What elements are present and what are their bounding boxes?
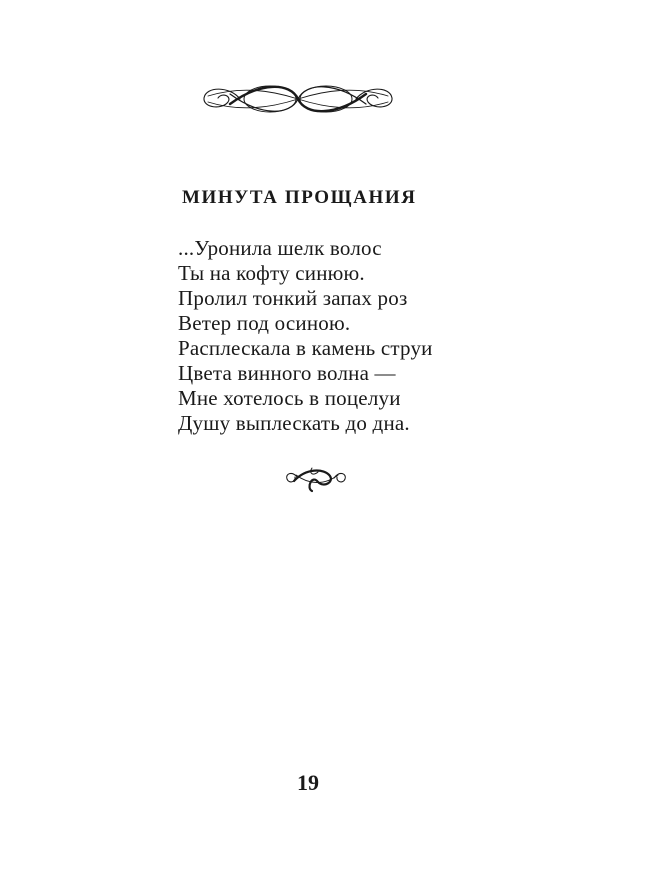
poem-line: Ветер под осиною. [178, 311, 351, 335]
poem-line: Ты на кофту синюю. [178, 261, 365, 285]
top-flourish-ornament-icon [200, 78, 396, 120]
page-number: 19 [297, 770, 319, 795]
poem-line: Душу выплескать до дна. [178, 411, 410, 435]
poem-line: Цвета винного волна — [178, 361, 396, 385]
poem-line: Расплескала в камень струи [178, 336, 433, 360]
poem-body [178, 236, 433, 436]
poem-line: ...Уронила шелк волос [178, 236, 382, 260]
bottom-flourish-ornament-icon [284, 462, 348, 494]
poem-line: Пролил тонкий запах роз [178, 286, 408, 310]
poem-title: МИНУТА ПРОЩАНИЯ [182, 187, 417, 208]
poem-line: Мне хотелось в поцелуи [178, 386, 401, 410]
